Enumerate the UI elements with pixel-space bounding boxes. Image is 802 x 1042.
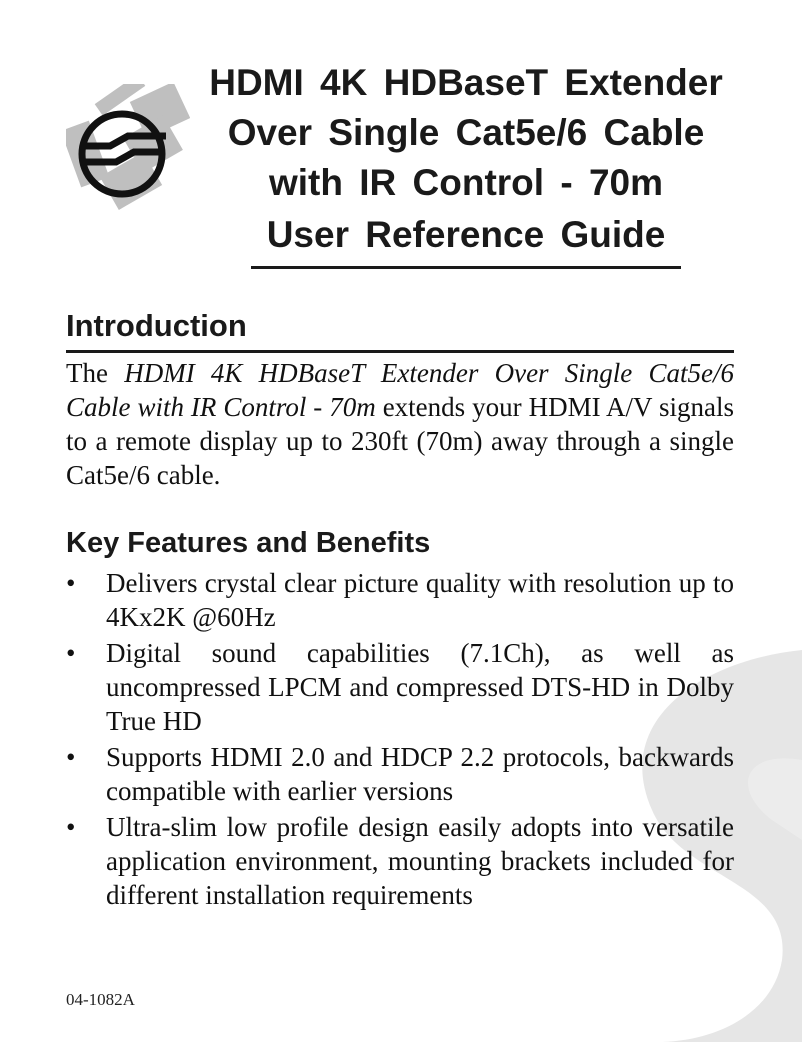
intro-product-name: HDMI 4K HDBaseT Extender Over Single Cat5e/6 Cable with IR Control - 70m: [66, 358, 734, 422]
title-line-1: HDMI 4K HDBaseT Extender: [209, 62, 723, 103]
company-logo-icon: [66, 84, 190, 212]
feature-item: [66, 810, 734, 912]
feature-text: Ultra-slim low profile design easily adopts into versatile application environment, mounting brackets included for different installation requirements: [106, 812, 734, 910]
feature-item: [66, 740, 734, 808]
intro-body: extends your HDMI A/V signals to a remote display up to 230ft (70m) away through a single Cat5e/6 cable.: [66, 392, 734, 490]
features-list: [66, 566, 734, 914]
feature-text: Delivers crystal clear picture quality with resolution up to 4Kx2K @60Hz: [106, 568, 734, 632]
bullet-icon: •: [66, 742, 76, 772]
title-line-3: with IR Control - 70m: [269, 162, 663, 203]
bullet-icon: •: [66, 812, 76, 842]
feature-item: [66, 636, 734, 738]
title-block: [190, 58, 742, 269]
features-heading: Key Features and Benefits: [66, 527, 431, 559]
guide-subtitle: User Reference Guide: [251, 210, 681, 269]
introduction-paragraph: [66, 356, 734, 492]
bullet-icon: •: [66, 638, 76, 668]
feature-text: Supports HDMI 2.0 and HDCP 2.2 protocols, backwards compatible with earlier versions: [106, 742, 734, 806]
title-line-2: Over Single Cat5e/6 Cable: [227, 112, 705, 153]
feature-text: Digital sound capabilities (7.1Ch), as well as uncompressed LPCM and compressed DTS-HD in Dolby True HD: [106, 638, 734, 736]
document-code: 04-1082A: [66, 990, 135, 1009]
intro-prefix: The: [66, 358, 125, 388]
introduction-heading: Introduction: [66, 306, 734, 353]
feature-item: [66, 566, 734, 634]
bullet-icon: •: [66, 568, 76, 598]
